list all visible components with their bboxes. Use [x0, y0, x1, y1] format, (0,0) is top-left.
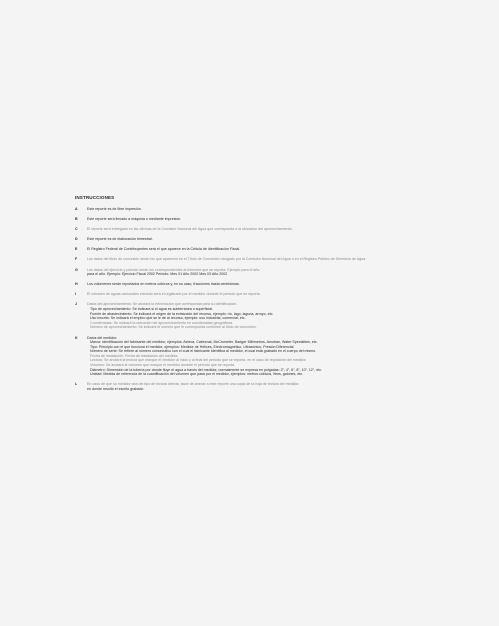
instruction-key: L — [75, 382, 78, 387]
instruction-text: El volumen de aguas nacionales extraído será el registrado por el medidor durante el periodo que se reporta. — [87, 292, 261, 297]
instruction-item — [75, 257, 435, 262]
instruction-item — [75, 292, 435, 297]
instruction-key: J — [75, 302, 77, 307]
instruction-subitem: Marca: Identificación del fabricante del medidor, ejemplos: Azteca, Cabecnal, McCrometer, Badger Millimetros, Amuban, Water Specialties, etc. — [90, 340, 318, 345]
instruction-text: El reporte será entregado en las oficinas de la Comisión Nacional del Agua que corresponda a la ubicación del aprovechamiento. — [87, 227, 293, 232]
instructions-title: INSTRUCCIONES — [75, 195, 115, 200]
instruction-text: Datos del medidor: — [87, 335, 118, 340]
instruction-key: I — [75, 292, 76, 297]
instruction-item — [75, 268, 435, 277]
instruction-text: Este reporte será llenado a máquina o mediante impresión. — [87, 217, 182, 222]
instruction-text: El Registro Federal de Contribuyentes será el que aparece en la Cédula de Identificación Fiscal. — [87, 247, 241, 252]
instruction-key: F — [75, 257, 78, 262]
instructions-block — [75, 195, 435, 397]
instruction-item — [75, 237, 435, 242]
instruction-text: Datos del aprovechamiento: Se anotará la información que corresponda para su identificación. — [87, 302, 238, 307]
instruction-subitem: Fecha de instalación: Fecha de instalación del medidor. — [90, 353, 179, 358]
instruction-item — [75, 217, 435, 222]
instruction-subitem: Coordenadas: Se indicará la ubicación del aprovechamiento en coordenadas geográficas. — [90, 320, 234, 325]
instruction-key: D — [75, 237, 78, 242]
instruction-text: Los datos del ejercicio y periodo serán los correspondientes al trimestre que se reporta. Ejemplo para el año. — [87, 267, 261, 272]
instruction-item — [75, 302, 435, 330]
instruction-text: Los datos del título de concesión serán los que aparecen en el Título de Concesión otorgado por la Comisión Nacional del Agua o en el Registro Público de Derechos de Agua. — [87, 257, 367, 262]
instruction-key: E — [75, 247, 78, 252]
instruction-subitem: Volumen: Se anotará el volumen que marque el medidor durante el periodo que se reporta. — [90, 363, 236, 368]
instruction-text: Los volúmenes serán reportados en metros cúbicos y, en su caso, fracciones hasta centésimas. — [87, 282, 240, 287]
instruction-subitem: Tipo: Principio con el que funciona el medidor, ejemplos: Medidor de Hélices, Electromagnético, Ultrasónico, Presión Diferencial. — [90, 344, 295, 349]
instruction-key: B — [75, 217, 78, 222]
instruction-item — [75, 207, 435, 212]
instruction-text: Este reporte es de libre impresión. — [87, 207, 142, 211]
instruction-subitem: Unidad: Medida de referencia de la cuantificación del volumen que pasa por el medidor, ejemplos: metros cúbicos, litros, galones, etc. — [90, 372, 304, 377]
instruction-item — [75, 282, 435, 287]
instruction-subitem: Tipo de aprovechamiento: Se indicará si el agua es subterránea o superficial. — [90, 307, 213, 312]
instruction-text: Este reporte es de elaboración trimestral. — [87, 237, 153, 242]
instruction-item — [75, 227, 435, 232]
instruction-subitem: Lectura: Se anotará la lectura que marque el medidor al inicio y al final del periodo que se reporta, en el caso de reposición del medidor. — [90, 358, 307, 363]
instruction-subitem: Uso inscrito: Se indicará el empleo que se le dé al recurso, ejemplo: uso industrial, comercial, etc. — [90, 316, 246, 321]
instruction-key: C — [75, 227, 78, 232]
instruction-item — [75, 336, 435, 377]
instruction-key: A — [75, 207, 78, 211]
instruction-key: G — [75, 267, 78, 272]
instruction-item — [75, 247, 435, 252]
instruction-subitem: Número de serie: Se refiere al número consecutivo con el cual el fabricante identifica al medidor, el cual está grabado en el cuerpo del mismo. — [90, 349, 317, 354]
instruction-subitem: Diámetro: Dimensión de la tubería por donde fluye el agua a través del medidor, normalmente se expresa en pulgadas: 2", 4", 6", 8", 10", 12", etc. — [90, 367, 322, 372]
instruction-subitem: Fuente de abastecimiento: Se indicará el origen de la extracción del recurso, ejemplo: río, lago, laguna, arroyo, etc. — [90, 311, 274, 316]
instruction-item — [75, 382, 435, 391]
instruction-key: K — [75, 335, 78, 340]
instruction-extra-line: para el año. Ejemplo: Ejercicio Fiscal 2002 Periodo: Mes 01 Año 2002 Mes 03 Año 2002 — [87, 272, 228, 277]
instructions-list — [75, 207, 435, 392]
instruction-extra-line: en donde resultó el escrito grabado — [87, 386, 144, 391]
instruction-key: H — [75, 282, 78, 287]
instruction-text: En caso de que su medidor sea del tipo de lectura directa, favor de anexar a este reporte una copia de la hoja de lectura del medidor. — [87, 382, 300, 387]
instruction-subitem: Número de aprovechamiento: Se indicará el número que le corresponda conforme al título de concesión. — [90, 325, 257, 330]
